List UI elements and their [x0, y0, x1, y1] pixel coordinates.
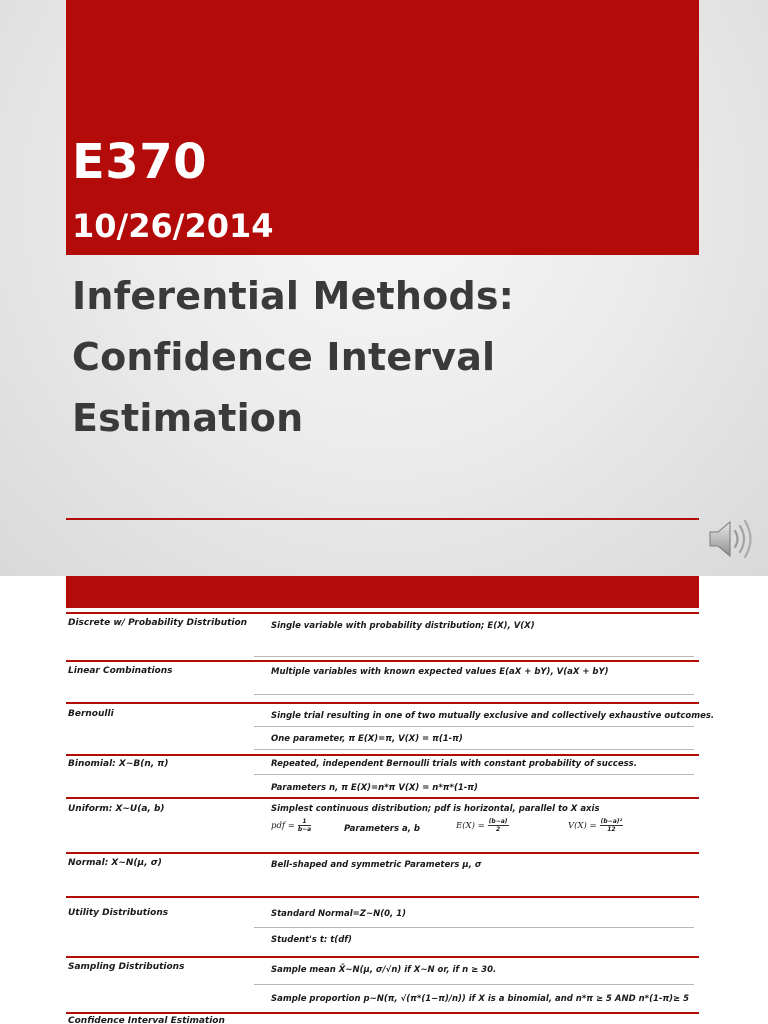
row-text: Multiple variables with known expected values E(aX + bY), V(aX + bY) [271, 667, 609, 677]
row-label: Discrete w/ Probability Distribution [68, 618, 248, 628]
row-label: Bernoulli [68, 709, 114, 719]
row-label: Normal: X~N(μ, σ) [68, 858, 162, 868]
cell-divider [254, 726, 694, 727]
cell-divider [254, 694, 694, 695]
row-text: Repeated, independent Bernoulli trials with constant probability of success. [271, 759, 637, 769]
speaker-icon[interactable] [706, 514, 758, 564]
row-text: Bell-shaped and symmetric Parameters μ, σ [271, 860, 482, 870]
row-divider [66, 896, 699, 898]
pdf-fraction [298, 818, 311, 833]
ex-numerator: (b−a) [488, 818, 508, 825]
vx-denominator: 12 [607, 826, 616, 833]
pdf-formula [271, 818, 311, 833]
cell-divider [254, 984, 694, 985]
cell-divider [254, 774, 694, 775]
title-line: Confidence Interval [72, 335, 496, 379]
ex-denominator: 2 [496, 826, 501, 833]
row-label: Binomial: X~B(n, π) [68, 759, 169, 769]
ex-fraction [488, 818, 509, 833]
vx-numerator: (b−a)² [600, 818, 623, 825]
slide-date: 10/26/2014 [72, 207, 274, 245]
cell-divider [254, 749, 694, 750]
row-divider [66, 612, 699, 614]
slide-title [72, 266, 672, 449]
row-text: Single variable with probability distribution; E(X), V(X) [271, 621, 535, 631]
ex-lhs: E(X) = [456, 821, 485, 831]
row-text: Single trial resulting in one of two mutually exclusive and collectively exhaustive outcomes. [271, 711, 715, 721]
course-code: E370 [72, 134, 207, 190]
cell-divider [254, 927, 694, 928]
pdf-lhs: pdf = [271, 821, 295, 831]
row-label: Uniform: X~U(a, b) [68, 804, 165, 814]
row-divider [66, 797, 699, 799]
row-divider [66, 1012, 699, 1014]
divider [66, 518, 699, 520]
row-text: Simplest continuous distribution; pdf is horizontal, parallel to X axis [271, 804, 600, 814]
title-line: Estimation [72, 396, 304, 440]
pdf-denominator: b−a [297, 826, 312, 833]
row-divider [66, 660, 699, 662]
uniform-params: Parameters a, b [344, 824, 421, 834]
row-text: Student's t: t(df) [271, 935, 352, 945]
cell-divider [254, 656, 694, 657]
title-line: Inferential Methods: [72, 274, 515, 318]
ex-formula [456, 818, 509, 833]
row-text: Standard Normal=Z~N(0, 1) [271, 909, 406, 919]
row-text: Sample proportion p~N(π, √(π*(1−π)/n)) if X is a binomial, and n*π ≥ 5 AND n*(1-π)≥ 5 [271, 994, 690, 1004]
row-divider [66, 702, 699, 704]
row-label: Confidence Interval Estimation [68, 1016, 225, 1024]
row-divider [66, 852, 699, 854]
row-label: Utility Distributions [68, 908, 169, 918]
vx-fraction [600, 818, 623, 833]
row-divider [66, 956, 699, 958]
row-text: Sample mean X̄~N(μ, σ/√n) if X~N or, if n ≥ 30. [271, 965, 497, 975]
vx-lhs: V(X) = [568, 821, 597, 831]
row-text: One parameter, π E(X)=π, V(X) = π(1-π) [271, 734, 463, 744]
summary-slide [0, 576, 768, 1024]
vx-formula [568, 818, 623, 833]
header-strip [66, 576, 699, 608]
row-text: Parameters n, π E(X)=n*π V(X) = n*π*(1-π) [271, 783, 478, 793]
row-label: Linear Combinations [68, 666, 173, 676]
pdf-numerator: 1 [298, 818, 311, 826]
row-divider [66, 754, 699, 756]
row-label: Sampling Distributions [68, 962, 185, 972]
